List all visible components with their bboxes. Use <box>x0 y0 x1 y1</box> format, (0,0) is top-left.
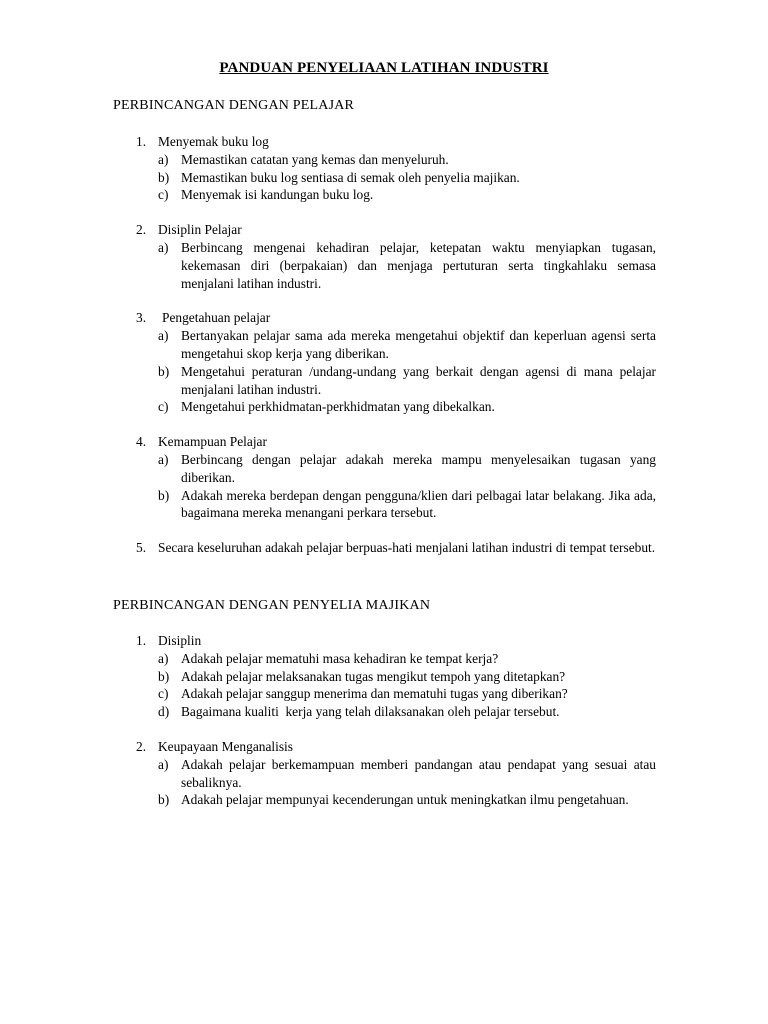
sub-item <box>158 398 656 416</box>
sub-text: Menyemak isi kandungan buku log. <box>181 187 374 203</box>
item-number: 3. <box>136 310 147 326</box>
sub-text: Adakah pelajar sanggup menerima dan mematuhi tugas yang diberikan? <box>181 686 568 702</box>
list-item <box>136 539 656 557</box>
sub-text: Mengetahui perkhidmatan-perkhidmatan yang dibekalkan. <box>181 399 495 415</box>
sub-letter: b) <box>158 792 170 808</box>
sub-letter: c) <box>158 187 169 203</box>
sub-item <box>158 239 656 292</box>
sub-letter: b) <box>158 668 170 684</box>
sub-letter: a) <box>158 451 169 467</box>
page-title: PANDUAN PENYELIAAN LATIHAN INDUSTRI <box>219 60 549 76</box>
item-number: 2. <box>136 738 147 754</box>
sub-item <box>158 363 656 399</box>
item-number: 5. <box>136 540 147 556</box>
list-item <box>136 221 656 292</box>
sub-item <box>158 451 656 487</box>
sub-text: Bagaimana kualiti kerja yang telah dilaksanakan oleh pelajar tersebut. <box>181 704 560 720</box>
item-title: Keupayaan Menganalisis <box>158 738 293 754</box>
sub-letter: a) <box>158 650 169 666</box>
item-number: 1. <box>136 633 147 648</box>
list-item <box>136 133 656 204</box>
sub-text: Berbincang mengenai kehadiran pelajar, ketepatan waktu menyiapkan tugasan, kekemasan diri (berpakaian) dan menjaga pertuturan serta tingkahlaku semasa menjalani latihan industri. <box>181 239 656 291</box>
sub-text: Bertanyakan pelajar sama ada mereka mengetahui objektif dan keperluan agensi serta mengetahui skop kerja yang diberikan. <box>181 328 656 361</box>
sub-item <box>158 756 656 792</box>
section-heading-pelajar: PERBINCANGAN DENGAN PELAJAR <box>113 98 355 113</box>
sub-item <box>158 186 656 204</box>
item-title: Kemampuan Pelajar <box>158 434 267 450</box>
sub-item <box>158 650 656 668</box>
sub-letter: a) <box>158 328 169 344</box>
sub-text: Adakah mereka berdepan dengan pengguna/klien dari pelbagai latar belakang. Jika ada, bagaimana mereka menangani perkara tersebut. <box>181 487 656 521</box>
section-list-pelajar <box>136 133 656 574</box>
item-title: Disiplin <box>158 633 202 648</box>
item-number: 4. <box>136 434 147 450</box>
section-list-penyelia <box>136 632 656 826</box>
sub-letter: a) <box>158 151 169 167</box>
sub-letter: c) <box>158 686 169 702</box>
item-number: 1. <box>136 134 147 149</box>
sub-letter: b) <box>158 487 170 503</box>
item-title: Menyemak buku log <box>158 134 269 149</box>
sub-text: Adakah pelajar mempunyai kecenderungan untuk meningkatkan ilmu pengetahuan. <box>181 792 629 808</box>
sub-item <box>158 327 656 363</box>
list-item <box>136 433 656 522</box>
sub-letter: b) <box>158 363 170 379</box>
list-item <box>136 738 656 809</box>
sub-letter: a) <box>158 239 169 255</box>
sub-text: Adakah pelajar berkemampuan memberi pandangan atau pendapat yang sesuai atau sebaliknya. <box>181 756 656 790</box>
sub-item <box>158 685 656 703</box>
sub-letter: a) <box>158 756 169 772</box>
sub-text: Berbincang dengan pelajar adakah mereka mampu menyelesaikan tugasan yang diberikan. <box>181 451 656 485</box>
sub-text: Adakah pelajar mematuhi masa kehadiran ke tempat kerja? <box>181 650 499 666</box>
sub-text: Memastikan buku log sentiasa di semak oleh penyelia majikan. <box>181 169 520 185</box>
sub-item <box>158 668 656 686</box>
item-title: Pengetahuan pelajar <box>162 310 271 326</box>
sub-text: Mengetahui peraturan /undang-undang yang berkait dengan agensi di mana pelajar menjalani latihan industri. <box>181 363 656 397</box>
sub-text: Adakah pelajar melaksanakan tugas mengikut tempoh yang ditetapkan? <box>181 668 566 684</box>
sub-letter: b) <box>158 169 170 185</box>
sub-letter: c) <box>158 399 169 415</box>
section-heading-penyelia: PERBINCANGAN DENGAN PENYELIA MAJIKAN <box>113 598 431 613</box>
item-paragraph: Secara keseluruhan adakah pelajar berpuas-hati menjalani latihan industri di tempat tersebut. <box>158 540 656 556</box>
sub-text: Memastikan catatan yang kemas dan menyeluruh. <box>181 151 449 167</box>
sub-item <box>158 151 656 169</box>
sub-letter: d) <box>158 704 170 720</box>
sub-item <box>158 791 656 809</box>
sub-item <box>158 703 656 721</box>
list-item <box>136 632 656 721</box>
item-number: 2. <box>136 222 147 238</box>
sub-item <box>158 169 656 187</box>
list-item <box>136 309 656 416</box>
item-title: Disiplin Pelajar <box>158 222 242 238</box>
sub-item <box>158 487 656 523</box>
